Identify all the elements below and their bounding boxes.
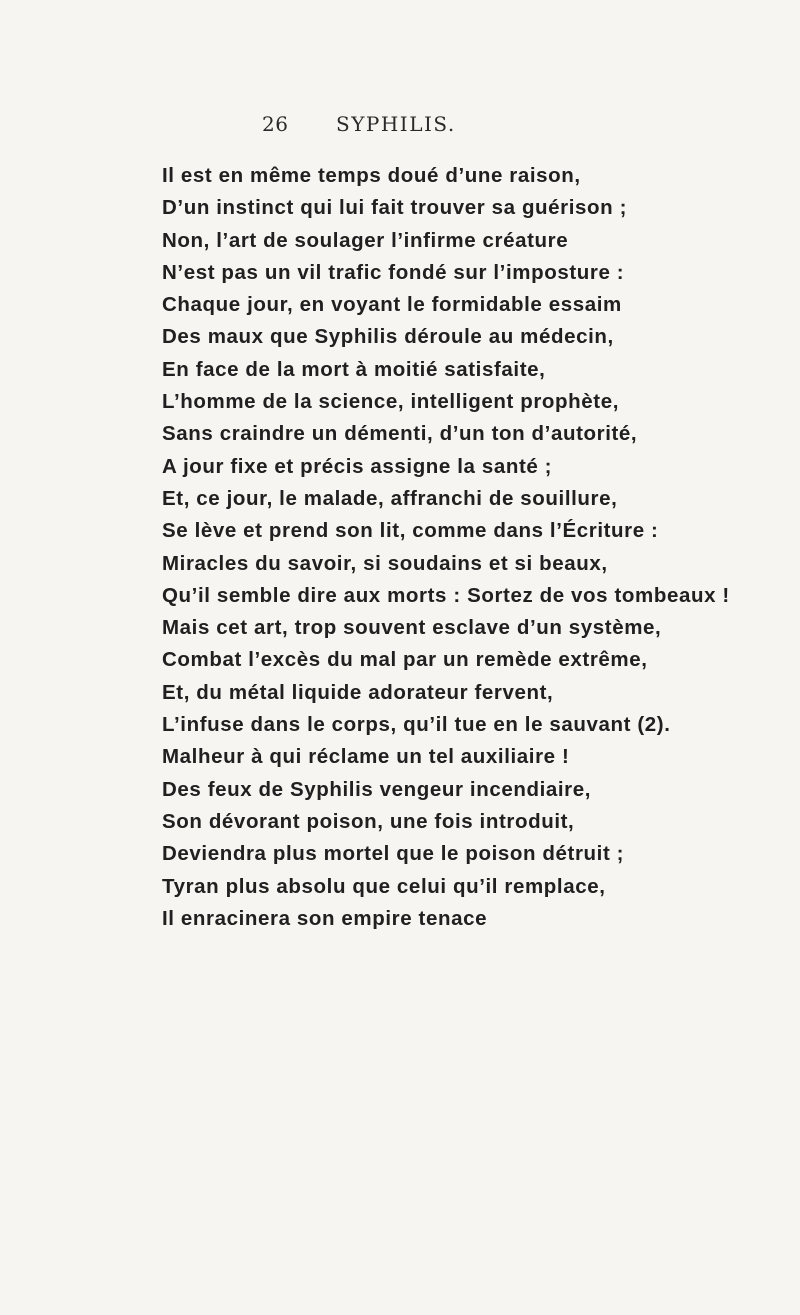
verse-line: Combat l’excès du mal par un remède extrême, [162, 648, 648, 672]
verse-line: Chaque jour, en voyant le formidable essaim [162, 293, 622, 317]
verse-line: Malheur à qui réclame un tel auxiliaire ! [162, 745, 570, 769]
verse-line: Miracles du savoir, si soudains et si beaux, [162, 551, 608, 575]
verse-line: Sans craindre un démenti, d’un ton d’autorité, [162, 422, 638, 446]
verse-line: Il est en même temps doué d’une raison, [162, 164, 581, 187]
page-number: 26 [262, 112, 289, 136]
verse-line: Il enracinera son empire tenace [162, 906, 488, 930]
verse-line: Et, du métal liquide adorateur fervent, [162, 680, 554, 704]
running-head [262, 112, 522, 142]
verse-line: L’homme de la science, intelligent prophète, [162, 390, 619, 414]
verse-line: Se lève et prend son lit, comme dans l’Écriture : [162, 519, 659, 543]
verse-line: D’un instinct qui lui fait trouver sa guérison ; [162, 196, 628, 220]
verse-line: Des feux de Syphilis vengeur incendiaire, [162, 777, 592, 801]
verse-line: N’est pas un vil trafic fondé sur l’imposture : [162, 260, 625, 284]
verse-line: A jour fixe et précis assigne la santé ; [162, 454, 553, 478]
verse-line: Et, ce jour, le malade, affranchi de souillure, [162, 486, 618, 510]
verse-line: Son dévorant poison, une fois introduit, [162, 809, 575, 833]
running-title: SYPHILIS. [336, 112, 456, 136]
verse-line: En face de la mort à moitié satisfaite, [162, 357, 546, 381]
verse-line: Tyran plus absolu que celui qu’il remplace, [162, 874, 606, 898]
verse-line: Qu’il semble dire aux morts : Sortez de vos tombeaux ! [162, 583, 730, 607]
verse-line: Non, l’art de soulager l’infirme créature [162, 228, 569, 252]
verse-line: L’infuse dans le corps, qu’il tue en le sauvant (2). [162, 713, 671, 737]
verse-line: Mais cet art, trop souvent esclave d’un système, [162, 616, 662, 640]
verse-line: Des maux que Syphilis déroule au médecin, [162, 325, 614, 349]
verse-line: Deviendra plus mortel que le poison détruit ; [162, 842, 625, 866]
poem-text [162, 160, 782, 935]
